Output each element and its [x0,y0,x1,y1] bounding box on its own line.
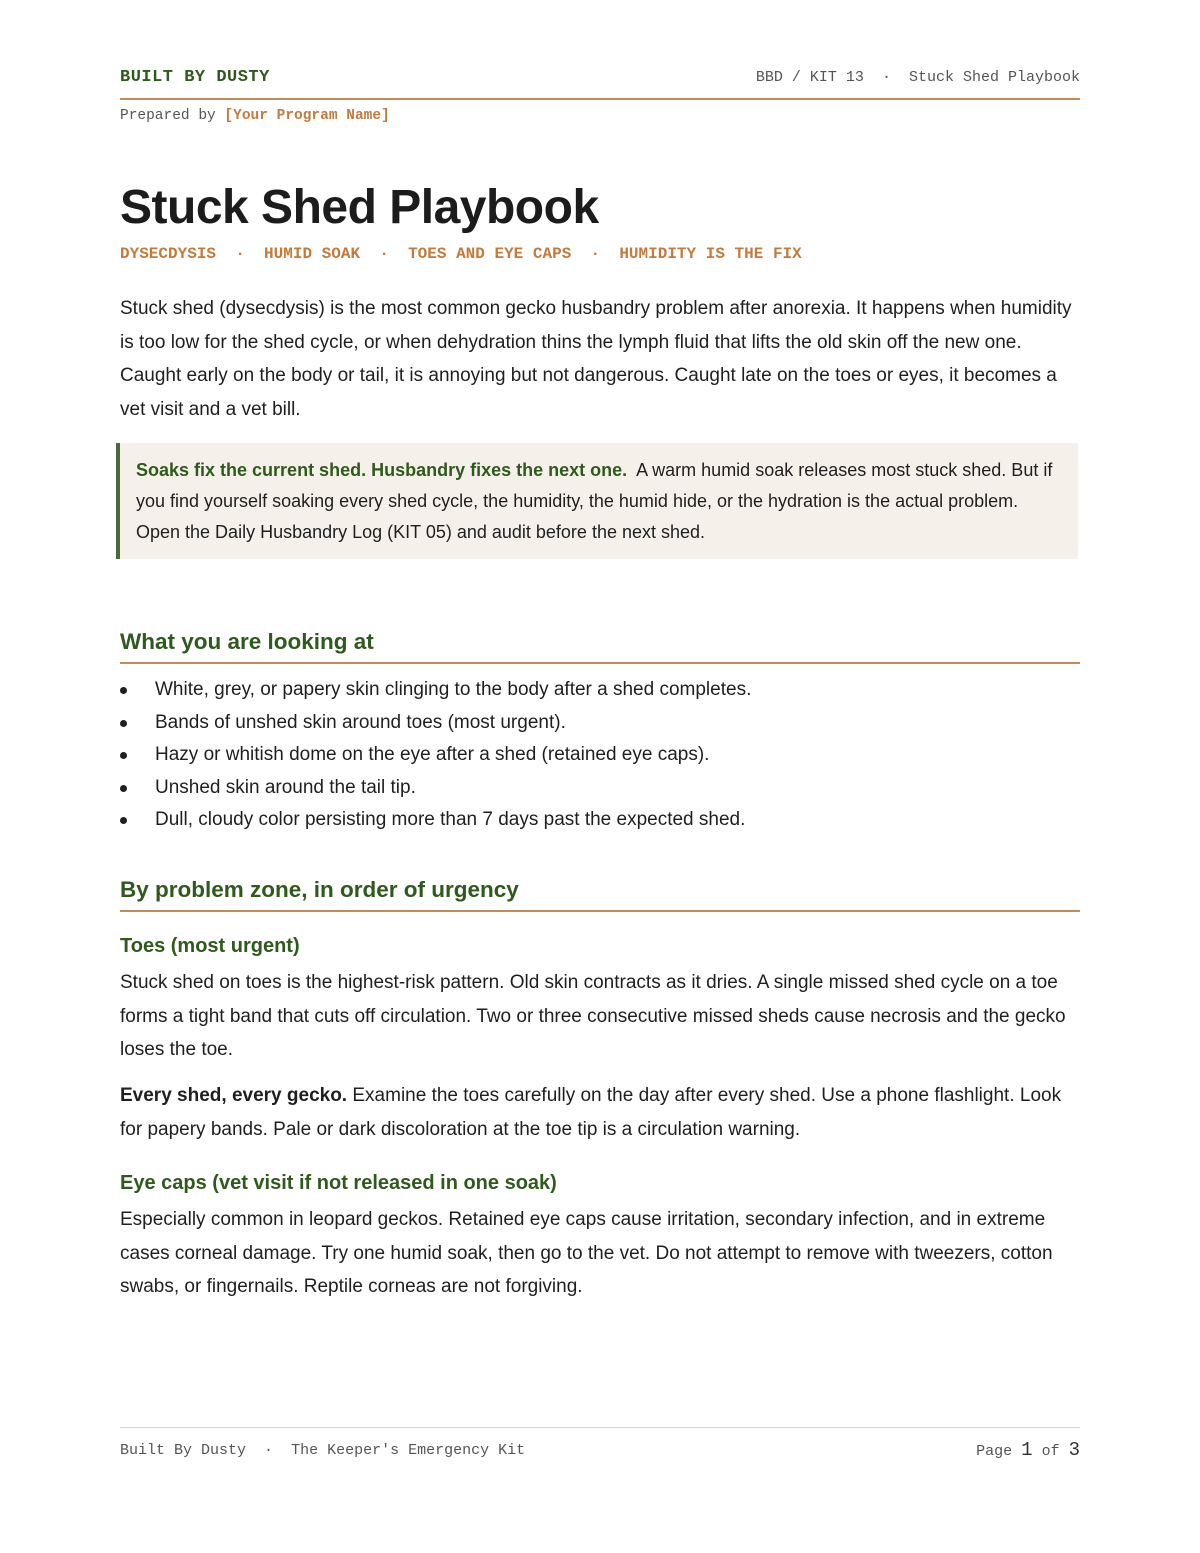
page-current: 1 [1021,1439,1033,1461]
tag-separator: · [379,245,389,263]
footer-kit-name: The Keeper's Emergency Kit [291,1442,526,1459]
section-heading-symptoms [120,621,1080,664]
page-number [976,1439,1080,1461]
eye-caps-paragraph: Especially common in leopard geckos. Retained eye caps cause irritation, secondary infection, and in extreme cases corneal damage. Try one humid soak, then go to the vet. Do not attempt to remove with tweezers, cotton swabs, or fingernails. Reptile corneas are not forgiving. [120,1209,1053,1298]
toes-note-body: Examine the toes carefully on the day after every shed. Use a phone flashlight. Look for papery bands. Pale or dark discoloration at the toe tip is a circulation warning. [120,1085,1062,1140]
footer-separator: · [264,1442,274,1459]
page-title: Stuck Shed Playbook [120,181,599,234]
program-name-placeholder: [Your Program Name] [224,108,390,124]
header-kit-info [756,69,1080,86]
list-item [120,772,1080,805]
intro-paragraph: Stuck shed (dysecdysis) is the most common gecko husbandry problem after anorexia. It happens when humidity is too low for the shed cycle, or when dehydration thins the lymph fluid that lifts the old skin off the new one. Caught early on the body or tail, it is annoying but not dangerous. Caught late on the toes or eyes, it becomes a vet visit and a vet bill. [120,298,1072,421]
toes-note-lead: Every shed, every gecko. [120,1085,348,1106]
bullet-icon [120,817,127,824]
list-item [120,707,1080,740]
prepared-by-label: Prepared by [120,108,216,124]
list-item-text: Bands of unshed skin around toes (most urgent). [155,711,566,733]
section-heading-text: What you are looking at [120,629,374,654]
list-item [120,739,1080,772]
section-heading-zones [120,869,1080,912]
topic-tags [120,245,802,263]
tag: HUMID SOAK [264,245,361,263]
page-footer [120,1427,1080,1461]
tag-separator: · [590,245,601,263]
bullet-icon [120,785,127,792]
symptom-list [120,674,1080,837]
bullet-icon [120,752,127,759]
tag: DYSECDYSIS [120,245,217,263]
callout-body: A warm humid soak releases most stuck shed. But if you find yourself soaking every shed cycle, the humidity, the humid hide, or the hydration is the actual problem. Open the Daily Husbandry Log (KIT 05) and audit before the next shed. [136,460,1053,542]
toes-paragraph: Stuck shed on toes is the highest-risk pattern. Old skin contracts as it dries. A single missed shed cycle on a toe forms a tight band that cuts off circulation. Two or three consecutive missed sheds cause necrosis and the gecko loses the toe. [120,972,1066,1061]
list-item-text: Dull, cloudy color persisting more than 7 days past the expected shed. [155,809,746,831]
subheading-toes: Toes (most urgent) [120,935,300,957]
bullet-icon [120,720,127,727]
tag-separator: · [235,245,245,263]
callout-box [116,443,1078,559]
header-separator: · [881,69,891,86]
tag: HUMIDITY IS THE FIX [619,245,802,263]
footer-left [120,1442,525,1459]
list-item [120,674,1080,707]
kit-id: BBD / KIT 13 [755,69,864,86]
toes-note [120,1079,1080,1146]
section-heading-text: By problem zone, in order of urgency [120,877,519,902]
page-total: 3 [1068,1439,1080,1461]
callout-lead: Soaks fix the current shed. Husbandry fixes the next one. [136,460,628,480]
bullet-icon [120,687,127,694]
subheading-eye-caps: Eye caps (vet visit if not released in one soak) [120,1172,557,1194]
prepared-by-line [120,108,390,124]
list-item [120,804,1080,837]
list-item-text: Unshed skin around the tail tip. [155,776,416,798]
page-header [120,68,1080,100]
list-item-text: Hazy or whitish dome on the eye after a shed (retained eye caps). [155,744,710,766]
tag: TOES AND EYE CAPS [408,245,572,263]
of-label: of [1041,1443,1060,1460]
header-doc-name: Stuck Shed Playbook [908,69,1080,86]
footer-brand: Built By Dusty [120,1442,247,1459]
list-item-text: White, grey, or papery skin clinging to the body after a shed completes. [155,679,752,700]
brand-name: BUILT BY DUSTY [120,68,270,87]
page-label: Page [976,1443,1013,1460]
